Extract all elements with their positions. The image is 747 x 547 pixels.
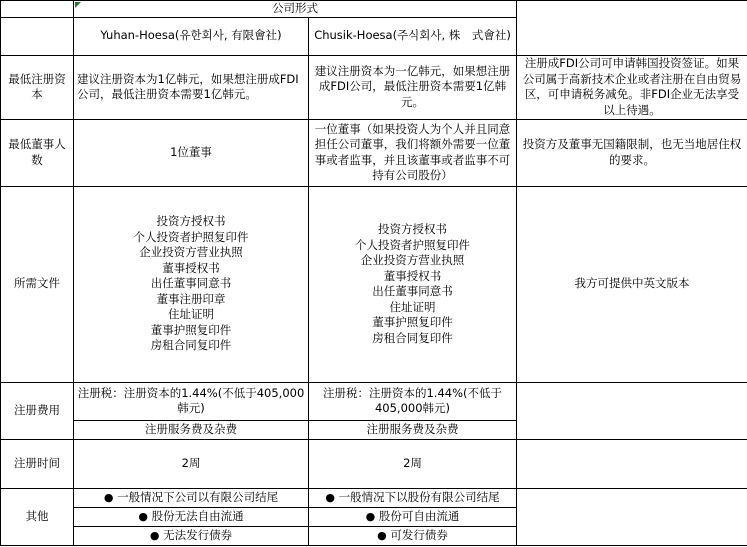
other-chusik-item [309, 488, 517, 507]
document-item: 投资方授权书 [156, 214, 226, 229]
other-item-text: 可发行债券 [390, 527, 448, 542]
document-item: 出任董事同意书 [372, 284, 453, 298]
directors-chusik: 一位董事（如果投资人为个人并且同意担任公司董事，我们将额外需要一位董事或者监事，并且该董事或者监事不可持有公司股份） [309, 119, 517, 186]
capital-chusik: 建议注册资本为一亿韩元，如果想注册成FDI公司，最低注册资本需要1亿韩元。 [309, 55, 517, 119]
fees-yuhan-tax: 注册税：注册资本的1.44%(不低于405,000韩元) [74, 382, 309, 420]
document-item: 董事授权书 [162, 260, 220, 275]
other-item-text: 一般情况下以股份有限公司结尾 [338, 489, 500, 504]
time-chusik: 2周 [309, 439, 517, 488]
other-item-text: 无法发行债券 [163, 527, 233, 542]
document-item: 董事护照复印件 [372, 315, 453, 329]
document-item: 企业投资方营业执照 [139, 245, 243, 260]
other-yuhan-item [74, 507, 309, 526]
row-label-directors: 最低董事人数 [1, 119, 74, 186]
document-item: 个人投资者护照复印件 [133, 229, 249, 244]
document-item: 董事注册印章 [156, 291, 226, 306]
bullet-icon: ● [365, 509, 376, 523]
other-note [517, 488, 747, 545]
bullet-icon: ● [377, 528, 387, 542]
document-item: 董事护照复印件 [150, 322, 232, 337]
capital-note: 注册成FDI公司可申请韩国投资签证。如果公司属于高新技术企业或者注册在自由贸易区，可申请税务减免。非FDI企业无法享受以上待遇。 [517, 55, 747, 119]
documents-chusik [309, 186, 517, 382]
header-corner-cell [1, 1, 74, 18]
row-label-fees: 注册费用 [1, 382, 74, 439]
document-item: 企业投资方营业执照 [360, 253, 465, 267]
fees-yuhan-service: 注册服务费及杂费 [74, 420, 309, 439]
other-yuhan-item [74, 526, 309, 545]
documents-note: 我方可提供中英文版本 [517, 186, 747, 382]
document-item: 出任董事同意书 [150, 276, 232, 291]
header-note-cell [517, 1, 747, 56]
document-item: 投资方授权书 [378, 222, 447, 236]
row-label-documents: 所需文件 [1, 186, 74, 382]
cell-comment-marker [75, 2, 81, 8]
col-header-chusik-text: Chusik-Hoesa(주식회사, 株 式會社) [314, 28, 511, 43]
row-label-time: 注册时间 [1, 439, 74, 488]
company-form-header [74, 1, 517, 18]
document-item: 住址证明 [168, 307, 214, 322]
other-yuhan-item [74, 488, 309, 507]
company-form-title: 公司形式 [272, 1, 318, 15]
document-item: 住址证明 [389, 299, 436, 314]
row-label-other: 其他 [1, 488, 74, 545]
other-item-text: 股份可自由流通 [378, 508, 460, 523]
document-item: 房租合同复印件 [372, 330, 453, 345]
bullet-icon: ● [325, 490, 335, 504]
document-item: 房租合同复印件 [150, 338, 232, 353]
fees-chusik-service: 注册服务费及杂费 [309, 420, 517, 439]
bullet-icon: ● [103, 490, 114, 504]
fees-note [517, 382, 747, 439]
other-chusik-item [309, 526, 517, 545]
document-item: 董事授权书 [383, 268, 442, 283]
other-chusik-item [309, 507, 517, 526]
col-header-chusik [309, 17, 517, 55]
bullet-icon: ● [138, 509, 148, 523]
other-item-text: 一般情况下公司以有限公司结尾 [117, 489, 279, 504]
bullet-icon: ● [149, 528, 160, 542]
col-header-yuhan [74, 17, 309, 55]
header-label-cell [1, 17, 74, 55]
directors-yuhan: 1位董事 [74, 119, 309, 186]
directors-note: 投资方及董事无国籍限制，也无当地居住权的要求。 [517, 119, 747, 186]
col-header-yuhan-text: Yuhan-Hoesa(유한회사, 有限會社) [100, 28, 282, 43]
document-item: 个人投资者护照复印件 [355, 237, 470, 252]
fees-chusik-tax: 注册税：注册资本的1.44%(不低于405,000韩元) [309, 382, 517, 420]
time-yuhan: 2周 [74, 439, 309, 488]
time-note [517, 439, 747, 488]
capital-yuhan: 建议注册资本为1亿韩元，如果想注册成FDI公司，最低注册资本需要1亿韩元。 [74, 55, 309, 119]
row-label-capital: 最低注册资本 [1, 55, 74, 119]
documents-yuhan [74, 186, 309, 382]
other-item-text: 股份无法自由流通 [151, 508, 244, 523]
